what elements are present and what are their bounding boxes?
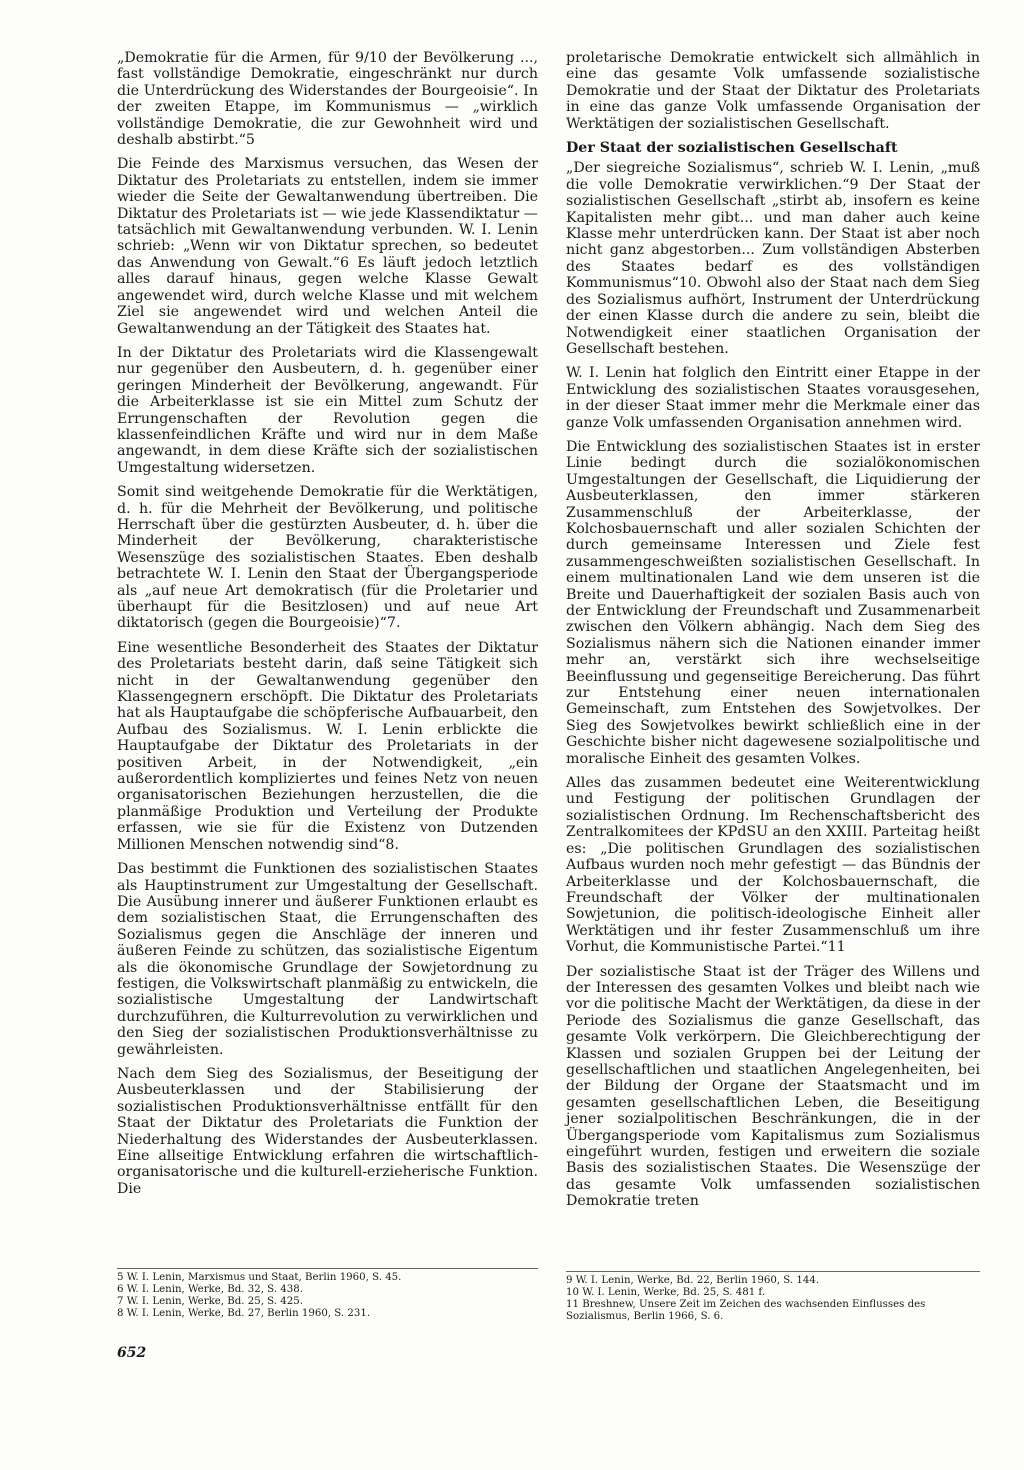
body-paragraph: „Der siegreiche Sozialismus“, schrieb W. I. Lenin, „muß die volle Demokratie verwirklichen.“9 Der Staat der sozialistischen Gesellschaft „stirbt ab, insofern es keine Kapitalisten mehr gibt... und man daher auch keine Klasse mehr unterdrücken kann. Der Staat ist aber noch nicht ganz abgestorben... Zum vollständigen Absterben des Staates bedarf es des vollständigen Kommunismus“10. Obwohl also der Staat nach dem Sieg des Sozialismus aufhört, Instrument der Unterdrückung der einen Klasse durch die andere zu sein, bleibt die Notwendigkeit einer staatlichen Organisation der Gesellschaft bestehen. bbox=[566, 160, 980, 357]
body-paragraph: W. I. Lenin hat folglich den Eintritt einer Etappe in der Entwicklung des sozialistischen Staates vorausgesehen, in der dieser Staat immer mehr die Merkmale einer das ganze Volk umfassenden Organisation annehmen wird. bbox=[566, 365, 980, 431]
footnote: 9 W. I. Lenin, Werke, Bd. 22, Berlin 1960, S. 144. bbox=[566, 1275, 820, 1286]
footnotes-right bbox=[566, 1271, 980, 1323]
body-paragraph: Somit sind weitgehende Demokratie für die Werktätigen, d. h. für die Mehrheit der Bevölkerung, und politische Herrschaft über die gestürzten Ausbeuter, d. h. über die Minderheit der Bevölkerung, charakteristische Wesenszüge des sozialistischen Staates. Eben deshalb betrachtete W. I. Lenin den Staat der Übergangsperiode als „auf neue Art demokratisch (für die Proletarier und überhaupt für die Besitzlosen) und auf neue Art diktatorisch (gegen die Bourgeoisie)“7. bbox=[117, 484, 538, 632]
footnote: 11 Breshnew, Unsere Zeit im Zeichen des wachsenden Einflusses des Sozialismus, Berlin 1966, S. 6. bbox=[566, 1299, 926, 1322]
body-paragraph: Eine wesentliche Besonderheit des Staates der Diktatur des Proletariats besteht darin, daß seine Tätigkeit sich nicht in der Gewaltanwendung gegenüber den Klassengegnern erschöpft. Die Diktatur des Proletariats hat als Hauptaufgabe die schöpferische Aufbauarbeit, den Aufbau des Sozialismus. W. I. Lenin erblickte die Hauptaufgabe der Diktatur des Proletariats in der positiven Arbeit, in der Notwendigkeit, „ein außerordentlich kompliziertes und feines Netz von neuen organisatorischen Beziehungen herzustellen, die die planmäßige Produktion und Verteilung der Produkte erfassen, wie sie für die Existenz von Dutzenden Millionen Menschen notwendig sind“8. bbox=[117, 639, 538, 853]
body-paragraph: Die Feinde des Marxismus versuchen, das Wesen der Diktatur des Proletariats zu entstellen, indem sie immer wieder die Seite der Gewaltanwendung übertreiben. Die Diktatur des Proletariats ist — wie jede Klassendiktatur — tatsächlich mit Gewaltanwendung verbunden. W. I. Lenin schrieb: „Wenn wir von Diktatur sprechen, so bedeutet das Anwendung von Gewalt.“6 Es läuft jedoch letztlich alles darauf hinaus, gegen welche Klasse Gewalt angewendet wird, durch welche Klasse und mit welchem Ziel sie angewendet wird und welchen Anteil die Gewaltanwendung an der Tätigkeit des Staates hat. bbox=[117, 156, 538, 337]
left-text-column bbox=[117, 50, 538, 1205]
body-paragraph: „Demokratie für die Armen, für 9/10 der Bevölkerung ..., fast vollständige Demokratie, eingeschränkt nur durch die Unterdrückung des Widerstandes der Bourgeoisie“. In der zweiten Etappe, im Kommunismus — „wirklich vollständige Demokratie, die zur Gewohnheit wird und deshalb abstirbt.“5 bbox=[117, 50, 538, 149]
page-number: 652 bbox=[117, 1345, 147, 1361]
footnote: 10 W. I. Lenin, Werke, Bd. 25, S. 481 f. bbox=[566, 1287, 766, 1298]
body-paragraph: Alles das zusammen bedeutet eine Weiterentwicklung und Festigung der politischen Grundlagen der sozialistischen Ordnung. Im Rechenschaftsbericht des Zentralkomitees der KPdSU an den XXIII. Parteitag heißt es: „Die politischen Grundlagen des sozialistischen Aufbaus wurden noch mehr gefestigt — das Bündnis der Arbeiterklasse und der Kolchosbauernschaft, die Freundschaft der Völker der multinationalen Sowjetunion, die politisch-ideologische Einheit aller Werktätigen und ihr fester Zusammenschluß um ihre Vorhut, die Kommunistische Partei.“11 bbox=[566, 775, 980, 956]
footnote: 6 W. I. Lenin, Werke, Bd. 32, S. 438. bbox=[117, 1284, 303, 1295]
footnote: 5 W. I. Lenin, Marxismus und Staat, Berlin 1960, S. 45. bbox=[117, 1272, 402, 1283]
footnote: 7 W. I. Lenin, Werke, Bd. 25, S. 425. bbox=[117, 1296, 303, 1307]
body-paragraph: Die Entwicklung des sozialistischen Staates ist in erster Linie bedingt durch die sozialökonomischen Umgestaltungen der Gesellschaft, die Liquidierung der Ausbeuterklassen, den immer stärkeren Zusammenschluß der Arbeiterklasse, der Kolchosbauernschaft und aller sozialen Schichten der durch gemeinsame Interessen und Ziele fest zusammengeschweißten sozialistischen Gesellschaft. In einem multinationalen Land wie dem unseren ist die Breite und Dauerhaftigkeit der sozialen Basis auch von der Entwicklung der Freundschaft und Zusammenarbeit zwischen den Völkern abhängig. Nach dem Sieg des Sozialismus nähern sich die Nationen einander immer mehr an, verstärkt sich ihre wechselseitige Beeinflussung und gegenseitige Bereicherung. Das führt zur Entstehung einer neuen internationalen Gemeinschaft, zum Entstehen des Sowjetvolkes. Der Sieg des Sowjetvolkes bewirkt schließlich eine in der Geschichte bisher nicht dagewesene sozialpolitische und moralische Einheit des gesamten Volkes. bbox=[566, 438, 980, 767]
footnote-divider bbox=[566, 1271, 980, 1272]
right-text-column bbox=[566, 50, 980, 1218]
body-paragraph: In der Diktatur des Proletariats wird die Klassengewalt nur gegenüber den Ausbeutern, d. h. gegenüber einer geringen Minderheit der Bevölkerung, angewandt. Für die Arbeiterklasse ist sie ein Mittel zum Schutz der Errungenschaften der Revolution gegen die klassenfeindlichen Kräfte und wird nur in dem Maße angewandt, in dem diese Kräfte sich der sozialistischen Umgestaltung widersetzen. bbox=[117, 344, 538, 476]
footnotes-left bbox=[117, 1268, 538, 1320]
body-paragraph: Der sozialistische Staat ist der Träger des Willens und der Interessen des gesamten Volkes und bleibt nach wie vor die politische Macht der Werktätigen, da diese in der Periode des Sozialismus die ganze Gesellschaft, das gesamte Volk verkörpern. Die Gleichberechtigung der Klassen und sozialen Gruppen bei der Leitung der gesellschaftlichen und staatlichen Angelegenheiten, bei der Bildung der Organe der Staatsmacht und im gesamten gesellschaftlichen Leben, die Beseitigung jener sozialpolitischen Beschränkungen, die in der Übergangsperiode vom Kapitalismus zum Sozialismus eingeführt wurden, festigen und erweitern die soziale Basis des sozialistischen Staates. Die Wesenszüge der das gesamte Volk umfassenden sozialistischen Demokratie treten bbox=[566, 963, 980, 1210]
body-paragraph: proletarische Demokratie entwickelt sich allmählich in eine das gesamte Volk umfassende sozialistische Demokratie und der Staat der Diktatur des Proletariats in eine das ganze Volk umfassende Organisation der Werktätigen der sozialistischen Gesellschaft. bbox=[566, 50, 980, 132]
section-heading: Der Staat der sozialistischen Gesellschaft bbox=[566, 140, 898, 157]
body-paragraph: Das bestimmt die Funktionen des sozialistischen Staates als Hauptinstrument zur Umgestaltung der Gesellschaft. Die Ausübung innerer und äußerer Funktionen erlaubt es dem sozialistischen Staat, die Errungenschaften des Sozialismus gegen die Anschläge der inneren und äußeren Feinde zu schützen, das sozialistische Eigentum als die ökonomische Grundlage der Sowjetordnung zu festigen, die Volkswirtschaft planmäßig zu entwickeln, die sozialistische Umgestaltung der Landwirtschaft durchzuführen, die Kulturrevolution zu verwirklichen und den Sieg der sozialistischen Produktionsverhältnisse zu gewährleisten. bbox=[117, 861, 538, 1058]
footnote-divider bbox=[117, 1268, 538, 1269]
footnote: 8 W. I. Lenin, Werke, Bd. 27, Berlin 1960, S. 231. bbox=[117, 1308, 371, 1319]
body-paragraph: Nach dem Sieg des Sozialismus, der Beseitigung der Ausbeuterklassen und der Stabilisierung der sozialistischen Produktionsverhältnisse entfällt für den Staat der Diktatur des Proletariats die Funktion der Niederhaltung des Widerstandes der Ausbeuterklassen. Eine allseitige Entwicklung erfahren die wirtschaftlich-organisatorische und die kulturell-erzieherische Funktion. Die bbox=[117, 1065, 538, 1197]
